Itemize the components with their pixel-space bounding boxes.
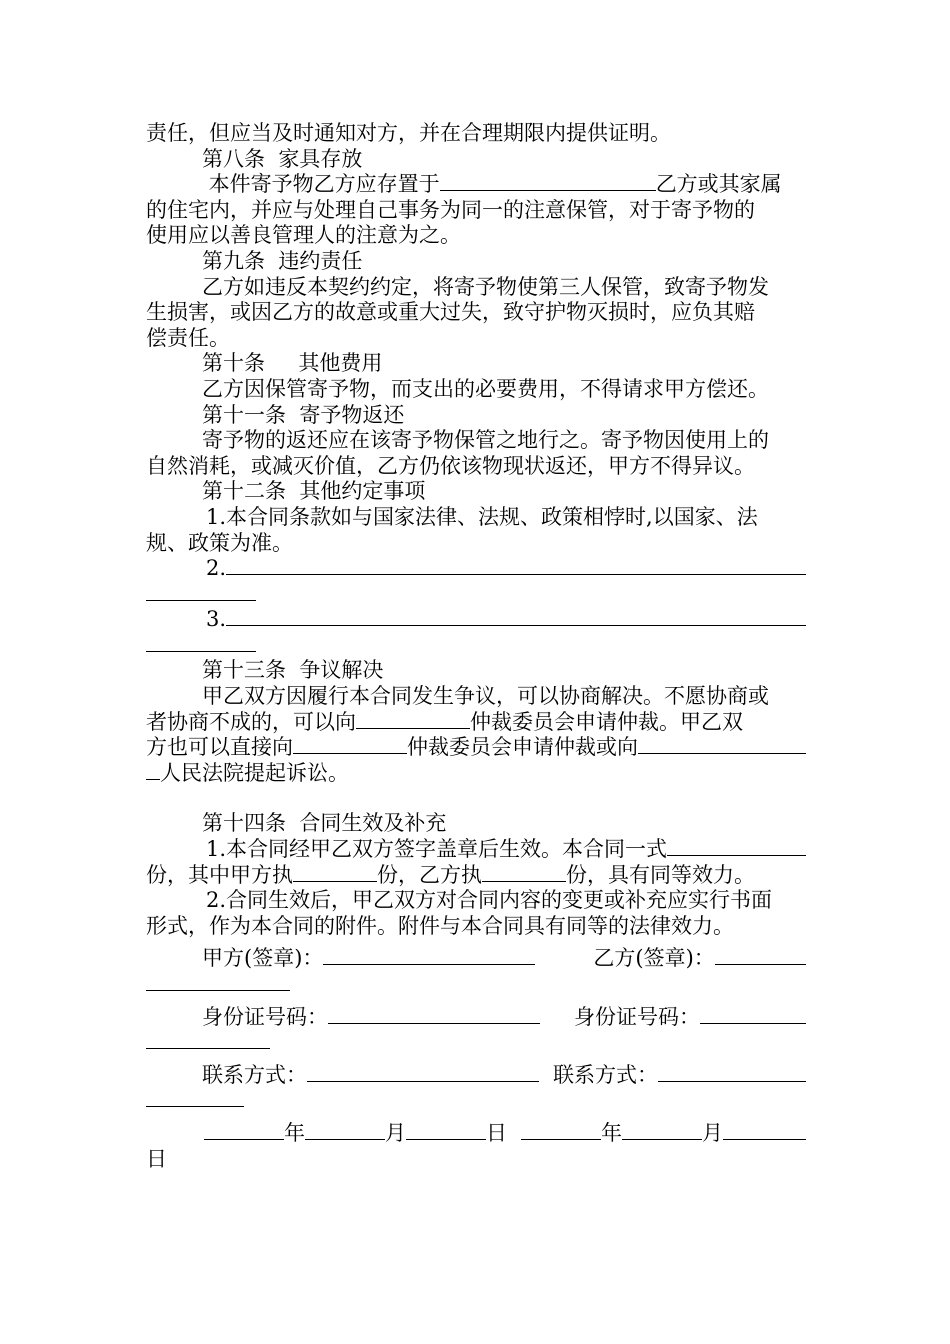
para-continuation: 责任，但应当及时通知对方，并在合理期限内提供证明。 [146, 121, 671, 145]
date-row-cont: 日 [146, 1146, 167, 1171]
article-14-title: 第十四条 合同生效及补充 [202, 811, 447, 836]
blank-contact-b-cont [146, 1088, 244, 1107]
article-8-line-2: 的住宅内，并应与处理自己事务为同一的注意保管，对于寄予物的 [146, 197, 755, 222]
signature-row-cont [146, 972, 806, 998]
contact-row: 联系方式： 联系方式： [146, 1063, 806, 1089]
blank-item-3-cont [146, 633, 256, 652]
article-10-title: 第十条 其他费用 [202, 351, 383, 376]
blank-sign-b-cont [146, 972, 290, 991]
article-12-item-2: 2. [146, 556, 806, 582]
blank-copies [667, 837, 806, 856]
blank-sign-a [323, 946, 535, 965]
article-12-item-1: 1.本合同条款如与国家法律、法规、政策相悖时,以国家、法 [206, 504, 758, 529]
article-12-title: 第十二条 其他约定事项 [202, 479, 426, 504]
blank-contact-b [658, 1063, 806, 1082]
blank-storage-location [440, 172, 656, 191]
blank-copies-a [293, 863, 377, 882]
blank-court [638, 735, 806, 754]
contact-row-cont [146, 1088, 806, 1114]
article-14-line-2: 份，其中甲方执 份，乙方执 份，具有同等效力。 [146, 862, 755, 887]
article-10-line-1: 乙方因保管寄予物，而支出的必要费用，不得请求甲方偿还。 [202, 376, 769, 401]
article-12-item-2-cont [146, 582, 806, 608]
date-row: 年 月 日 年 月 [146, 1121, 806, 1147]
article-9-title: 第九条 违约责任 [202, 248, 363, 273]
article-11-line-1: 寄予物的返还应在该寄予物保管之地行之。寄予物因使用上的 [202, 428, 769, 453]
article-13-line-2: 者协商不成的，可以向 仲裁委员会申请仲裁。甲乙双 [146, 709, 743, 734]
article-14-line-1: 1.本合同经甲乙双方签字盖章后生效。本合同一式 [146, 837, 806, 863]
signature-row: 甲方(签章)： 乙方(签章)： [146, 946, 806, 972]
article-13-line-1: 甲乙双方因履行本合同发生争议，可以协商解决。不愿协商或 [202, 684, 769, 709]
blank-arbitration-2 [293, 735, 407, 754]
blank-court-cont [146, 761, 160, 780]
id-row: 身份证号码： 身份证号码： [146, 1005, 806, 1031]
blank-contact-a [307, 1063, 539, 1082]
blank-year-a [204, 1121, 284, 1140]
blank-sign-b [715, 946, 806, 965]
blank-item-2-cont [146, 582, 256, 601]
blank-month-a [305, 1121, 385, 1140]
article-12-item-1-cont: 规、政策为准。 [146, 530, 293, 555]
article-13-line-3: 方也可以直接向 仲裁委员会申请仲裁或向 [146, 735, 806, 761]
article-13-title: 第十三条 争议解决 [202, 658, 384, 683]
article-8-line-1: 本件寄予物乙方应存置于 乙方或其家属 [202, 172, 782, 197]
blank-id-b [700, 1005, 806, 1024]
article-13-line-4: 人民法院提起诉讼。 [146, 761, 806, 787]
article-14-line-4: 形式，作为本合同的附件。附件与本合同具有同等的法律效力。 [146, 913, 734, 938]
blank-copies-b [482, 863, 566, 882]
article-9-line-1: 乙方如违反本契约约定，将寄予物使第三人保管，致寄予物发 [202, 274, 769, 299]
article-11-title: 第十一条 寄予物返还 [202, 402, 405, 427]
article-9-line-2: 生损害，或因乙方的故意或重大过失，致守护物灭损时，应负其赔 [146, 300, 755, 325]
blank-id-b-cont [146, 1030, 270, 1049]
blank-id-a [328, 1005, 540, 1024]
blank-month-b [622, 1121, 702, 1140]
blank-day-a [406, 1121, 486, 1140]
id-row-cont [146, 1030, 806, 1056]
contract-page [146, 121, 806, 1172]
article-11-line-2: 自然消耗，或减灭价值，乙方仍依该物现状返还，甲方不得异议。 [146, 453, 755, 478]
article-8-title: 第八条 家具存放 [202, 146, 363, 171]
article-14-line-3: 2.合同生效后，甲乙双方对合同内容的变更或补充应实行书面 [206, 888, 773, 913]
blank-item-3 [226, 607, 806, 626]
blank-year-b [521, 1121, 601, 1140]
article-12-item-3-cont [146, 633, 806, 659]
blank-arbitration-1 [356, 710, 470, 729]
article-9-line-3: 偿责任。 [146, 325, 230, 350]
article-8-line-3: 使用应以善良管理人的注意为之。 [146, 223, 461, 248]
article-12-item-3: 3. [146, 607, 806, 633]
blank-day-b [723, 1121, 806, 1140]
blank-item-2 [226, 556, 806, 575]
